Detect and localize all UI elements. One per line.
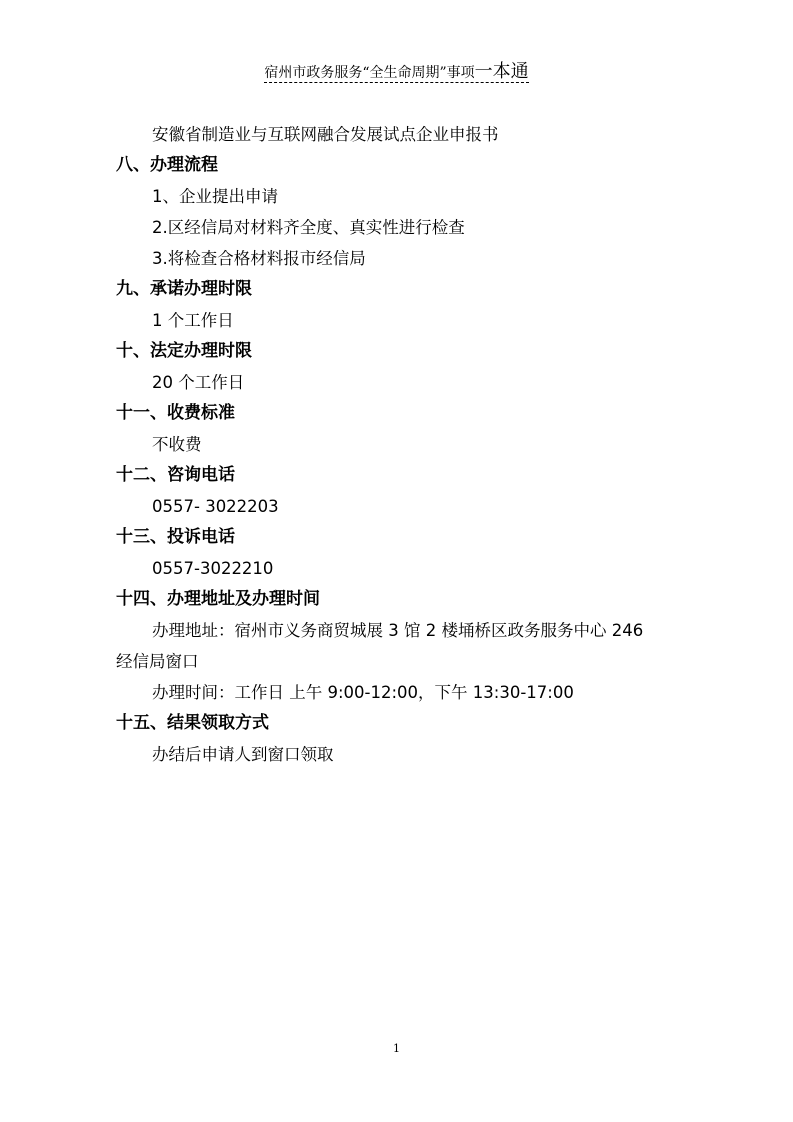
section-heading-result-pickup: 十五、结果领取方式 <box>116 713 269 733</box>
address-line-2: 经信局窗口 <box>116 652 199 671</box>
page-number: 1 <box>393 1042 400 1055</box>
process-step-1: 1、企业提出申请 <box>152 187 278 206</box>
section-heading-legal-time: 十、法定办理时限 <box>116 341 252 361</box>
fees-value: 不收费 <box>152 435 202 454</box>
material-line: 安徽省制造业与互联网融合发展试点企业申报书 <box>152 125 499 144</box>
header-title <box>264 61 529 83</box>
legal-time-value: 20 个工作日 <box>152 373 245 392</box>
section-heading-complaint-phone: 十三、投诉电话 <box>116 527 235 547</box>
process-step-2: 2.区经信局对材料齐全度、真实性进行检查 <box>152 218 465 237</box>
header-title-main: 宿州市政务服务“全生命周期”事项 <box>264 65 475 81</box>
page-header <box>0 62 793 83</box>
address-line-1: 办理地址：宿州市义务商贸城展 3 馆 2 楼埇桥区政务服务中心 246 <box>152 621 644 640</box>
result-pickup-value: 办结后申请人到窗口领取 <box>152 745 334 764</box>
section-heading-address-time: 十四、办理地址及办理时间 <box>116 589 320 609</box>
header-title-suffix: 一本通 <box>474 61 529 82</box>
promised-time-value: 1 个工作日 <box>152 311 234 330</box>
complaint-phone-value: 0557-3022210 <box>152 559 274 578</box>
consult-phone-value: 0557- 3022203 <box>152 497 279 516</box>
section-heading-process: 八、办理流程 <box>116 155 218 175</box>
document-body <box>0 119 793 770</box>
section-heading-consult-phone: 十二、咨询电话 <box>116 465 235 485</box>
office-hours: 办理时间：工作日 上午 9:00-12:00，下午 13:30-17:00 <box>152 683 574 702</box>
section-heading-promised-time: 九、承诺办理时限 <box>116 279 252 299</box>
section-heading-fees: 十一、收费标准 <box>116 403 235 423</box>
process-step-3: 3.将检查合格材料报市经信局 <box>152 249 366 268</box>
